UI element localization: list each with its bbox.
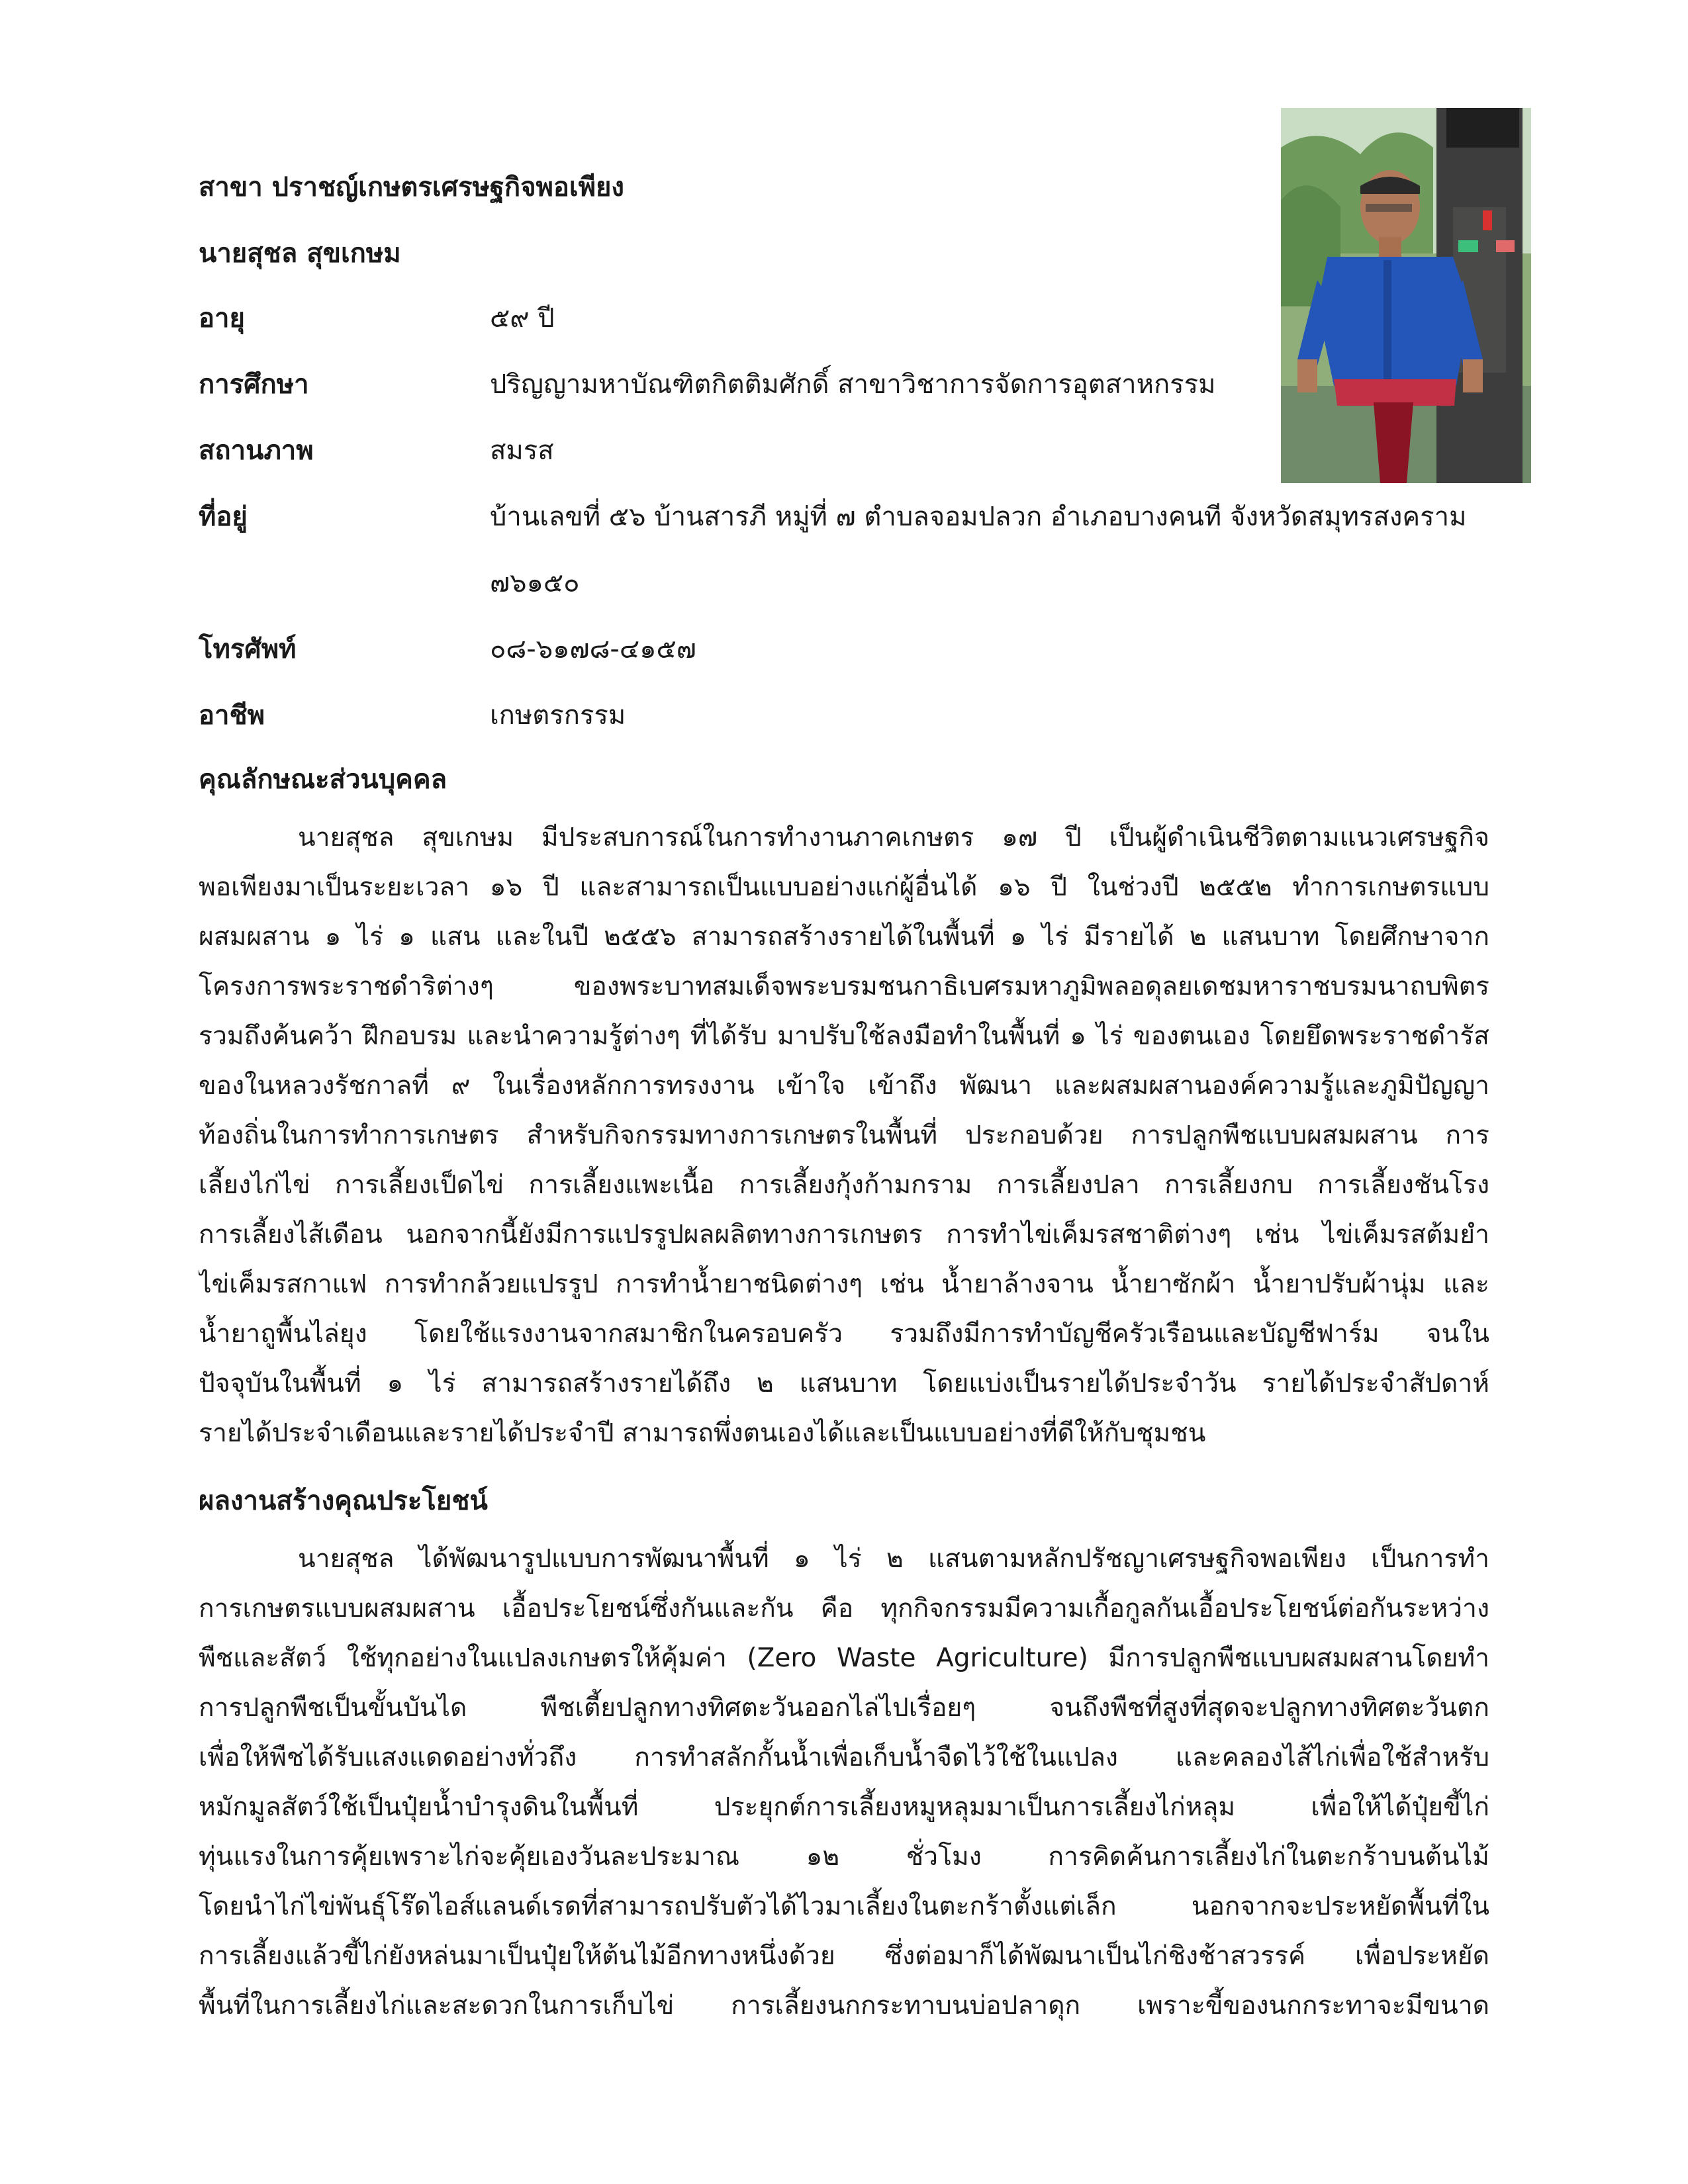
branch-title: สาขา ปราชญ์เกษตรเศรษฐกิจพอเพียง [199,172,624,203]
occupation-label: อาชีพ [199,700,265,731]
paragraph-line: ของในหลวงรัชกาลที่ ๙ ในเรื่องหลักการทรงงาน เข้าใจ เข้าถึง พัฒนา และผสมผสานองค์ความรู้และภูมิปัญญา [199,1071,1489,1101]
paragraph-line: โครงการพระราชดำริต่างๆ ของพระบาทสมเด็จพระบรมชนกาธิเบศรมหาภูมิพลอดุลยเดชมหาราชบรมนาถบพิตร [199,972,1489,1001]
paragraph-line: โดยนำไก่ไข่พันธุ์โร๊ดไอส์แลนด์เรดที่สามารถปรับตัวได้ไวมาเลี้ยงในตะกร้าตั้งแต่เล็ก นอกจากจะประหยัดพื้นที่ใน [199,1891,1489,1921]
paragraph-line: หมักมูลสัตว์ใช้เป็นปุ๋ยน้ำบำรุงดินในพื้นที่ ประยุกต์การเลี้ยงหมูหลุมมาเป็นการเลี้ยงไก่หลุม เพื่อให้ได้ปุ๋ยขี้ไก่ [199,1792,1489,1822]
paragraph-line: การปลูกพืชเป็นขั้นบันได พืชเตี้ยปลูกทางทิศตะวันออกไล่ไปเรื่อยๆ จนถึงพืชที่สูงที่สุดจะปลูกทางทิศตะวันตก [199,1693,1489,1723]
section2-paragraph [199,1534,1489,2030]
paragraph-line: รวมถึงค้นคว้า ฝึกอบรม และนำความรู้ต่างๆ ที่ได้รับ มาปรับใช้ลงมือทำในพื้นที่ ๑ ไร่ ของตนเอง โดยยึดพระราชดำรัส [199,1021,1489,1051]
paragraph-line: ผสมผสาน ๑ ไร่ ๑ แสน และในปี ๒๕๕๖ สามารถสร้างรายได้ในพื้นที่ ๑ ไร่ มีรายได้ ๒ แสนบาท โดยศึกษาจาก [199,922,1489,952]
section1-heading: คุณลักษณะส่วนบุคคล [199,764,447,795]
section1-paragraph [199,813,1489,1458]
portrait-illustration [1281,108,1531,483]
paragraph-line: พอเพียงมาเป็นระยะเวลา ๑๖ ปี และสามารถเป็นแบบอย่างแก่ผู้อื่นได้ ๑๖ ปี ในช่วงปี ๒๕๕๒ ทำการเกษตรแบบ [199,872,1489,902]
phone-value: ๐๘-๖๑๗๘-๔๑๕๗ [490,634,696,664]
section2-heading: ผลงานสร้างคุณประโยชน์ [199,1486,488,1516]
paragraph-line: พืชและสัตว์ ใช้ทุกอย่างในแปลงเกษตรให้คุ้มค่า (Zero Waste Agriculture) มีการปลูกพืชแบบผสมผสานโดยทำ [199,1643,1489,1673]
age-value: ๕๙ ปี [490,303,555,334]
person-name: นายสุชล สุขเกษม [199,238,401,269]
paragraph-line: น้ำยาถูพื้นไล่ยุง โดยใช้แรงงานจากสมาชิกในครอบครัว รวมถึงมีการทำบัญชีครัวเรือนและบัญชีฟาร์ม จนใน [199,1319,1489,1349]
address-value-line1: บ้านเลขที่ ๕๖ บ้านสารภี หมู่ที่ ๗ ตำบลจอมปลวก อำเภอบางคนที จังหวัดสมุทรสงคราม [490,502,1467,532]
paragraph-line: นายสุชล สุขเกษม มีประสบการณ์ในการทำงานภาคเกษตร ๑๗ ปี เป็นผู้ดำเนินชีวิตตามแนวเศรษฐกิจ [298,823,1489,852]
status-label: สถานภาพ [199,435,314,466]
paragraph-line: นายสุชล ได้พัฒนารูปแบบการพัฒนาพื้นที่ ๑ ไร่ ๒ แสนตามหลักปรัชญาเศรษฐกิจพอเพียง เป็นการทำ [298,1544,1489,1574]
age-label: อายุ [199,303,245,334]
education-label: การศึกษา [199,369,309,400]
paragraph-line: ท้องถิ่นในการทำการเกษตร สำหรับกิจกรรมทางการเกษตรในพื้นที่ ประกอบด้วย การปลูกพืชแบบผสมผสาน การ [199,1120,1489,1150]
paragraph-line: ไข่เค็มรสกาแฟ การทำกล้วยแปรรูป การทำน้ำยาชนิดต่างๆ เช่น น้ำยาล้างจาน น้ำยาซักผ้า น้ำยาปรับผ้านุ่ม และ [199,1269,1489,1299]
paragraph-line: ปัจจุบันในพื้นที่ ๑ ไร่ สามารถสร้างรายได้ถึง ๒ แสนบาท โดยแบ่งเป็นรายได้ประจำวัน รายได้ประจำสัปดาห์ [199,1369,1489,1398]
paragraph-line: การเลี้ยงแล้วขี้ไก่ยังหล่นมาเป็นปุ๋ยให้ต้นไม้อีกทางหนึ่งด้วย ซึ่งต่อมาก็ได้พัฒนาเป็นไก่ชิงช้าสวรรค์ เพื่อประหยัด [199,1941,1489,1971]
paragraph-line: เพื่อให้พืชได้รับแสงแดดอย่างทั่วถึง การทำสลักกั้นน้ำเพื่อเก็บน้ำจืดไว้ใช้ในแปลง และคลองไส้ไก่เพื่อใช้สำหรับ [199,1743,1489,1772]
phone-label: โทรศัพท์ [199,634,297,664]
paragraph-line: พื้นที่ในการเลี้ยงไก่และสะดวกในการเก็บไข่ การเลี้ยงนกกระทาบนบ่อปลาดุก เพราะขี้ของนกกระทาจะมีขนาด [199,1991,1489,2021]
paragraph-line: การเลี้ยงไส้เดือน นอกจากนี้ยังมีการแปรรูปผลผลิตทางการเกษตร การทำไข่เค็มรสชาติต่างๆ เช่น ไข่เค็มรสต้มยำ [199,1220,1489,1250]
paragraph-line: ทุ่นแรงในการคุ้ยเพราะไก่จะคุ้ยเองวันละประมาณ ๑๒ ชั่วโมง การคิดค้นการเลี้ยงไก่ในตะกร้าบนต้นไม้ [199,1842,1489,1872]
occupation-value: เกษตรกรรม [490,700,626,731]
paragraph-line: การเกษตรแบบผสมผสาน เอื้อประโยชน์ซึ่งกันและกัน คือ ทุกกิจกรรมมีความเกื้อกูลกันเอื้อประโยชน์ต่อกันระหว่าง [199,1594,1489,1623]
paragraph-line: เลี้ยงไก่ไข่ การเลี้ยงเป็ดไข่ การเลี้ยงแพะเนื้อ การเลี้ยงกุ้งก้ามกราม การเลี้ยงปลา การเลี้ยงกบ การเลี้ยงชันโรง [199,1170,1489,1200]
education-value: ปริญญามหาบัณฑิตกิตติมศักดิ์ สาขาวิชาการจัดการอุตสาหกรรม [490,369,1216,400]
portrait-photo [1281,108,1531,483]
paragraph-line: รายได้ประจำเดือนและรายได้ประจำปี สามารถพึ่งตนเองได้และเป็นแบบอย่างที่ดีให้กับชุมชน [199,1418,1206,1448]
status-value: สมรส [490,435,554,466]
address-value-line2: ๗๖๑๕๐ [490,568,580,598]
address-label: ที่อยู่ [199,502,248,532]
